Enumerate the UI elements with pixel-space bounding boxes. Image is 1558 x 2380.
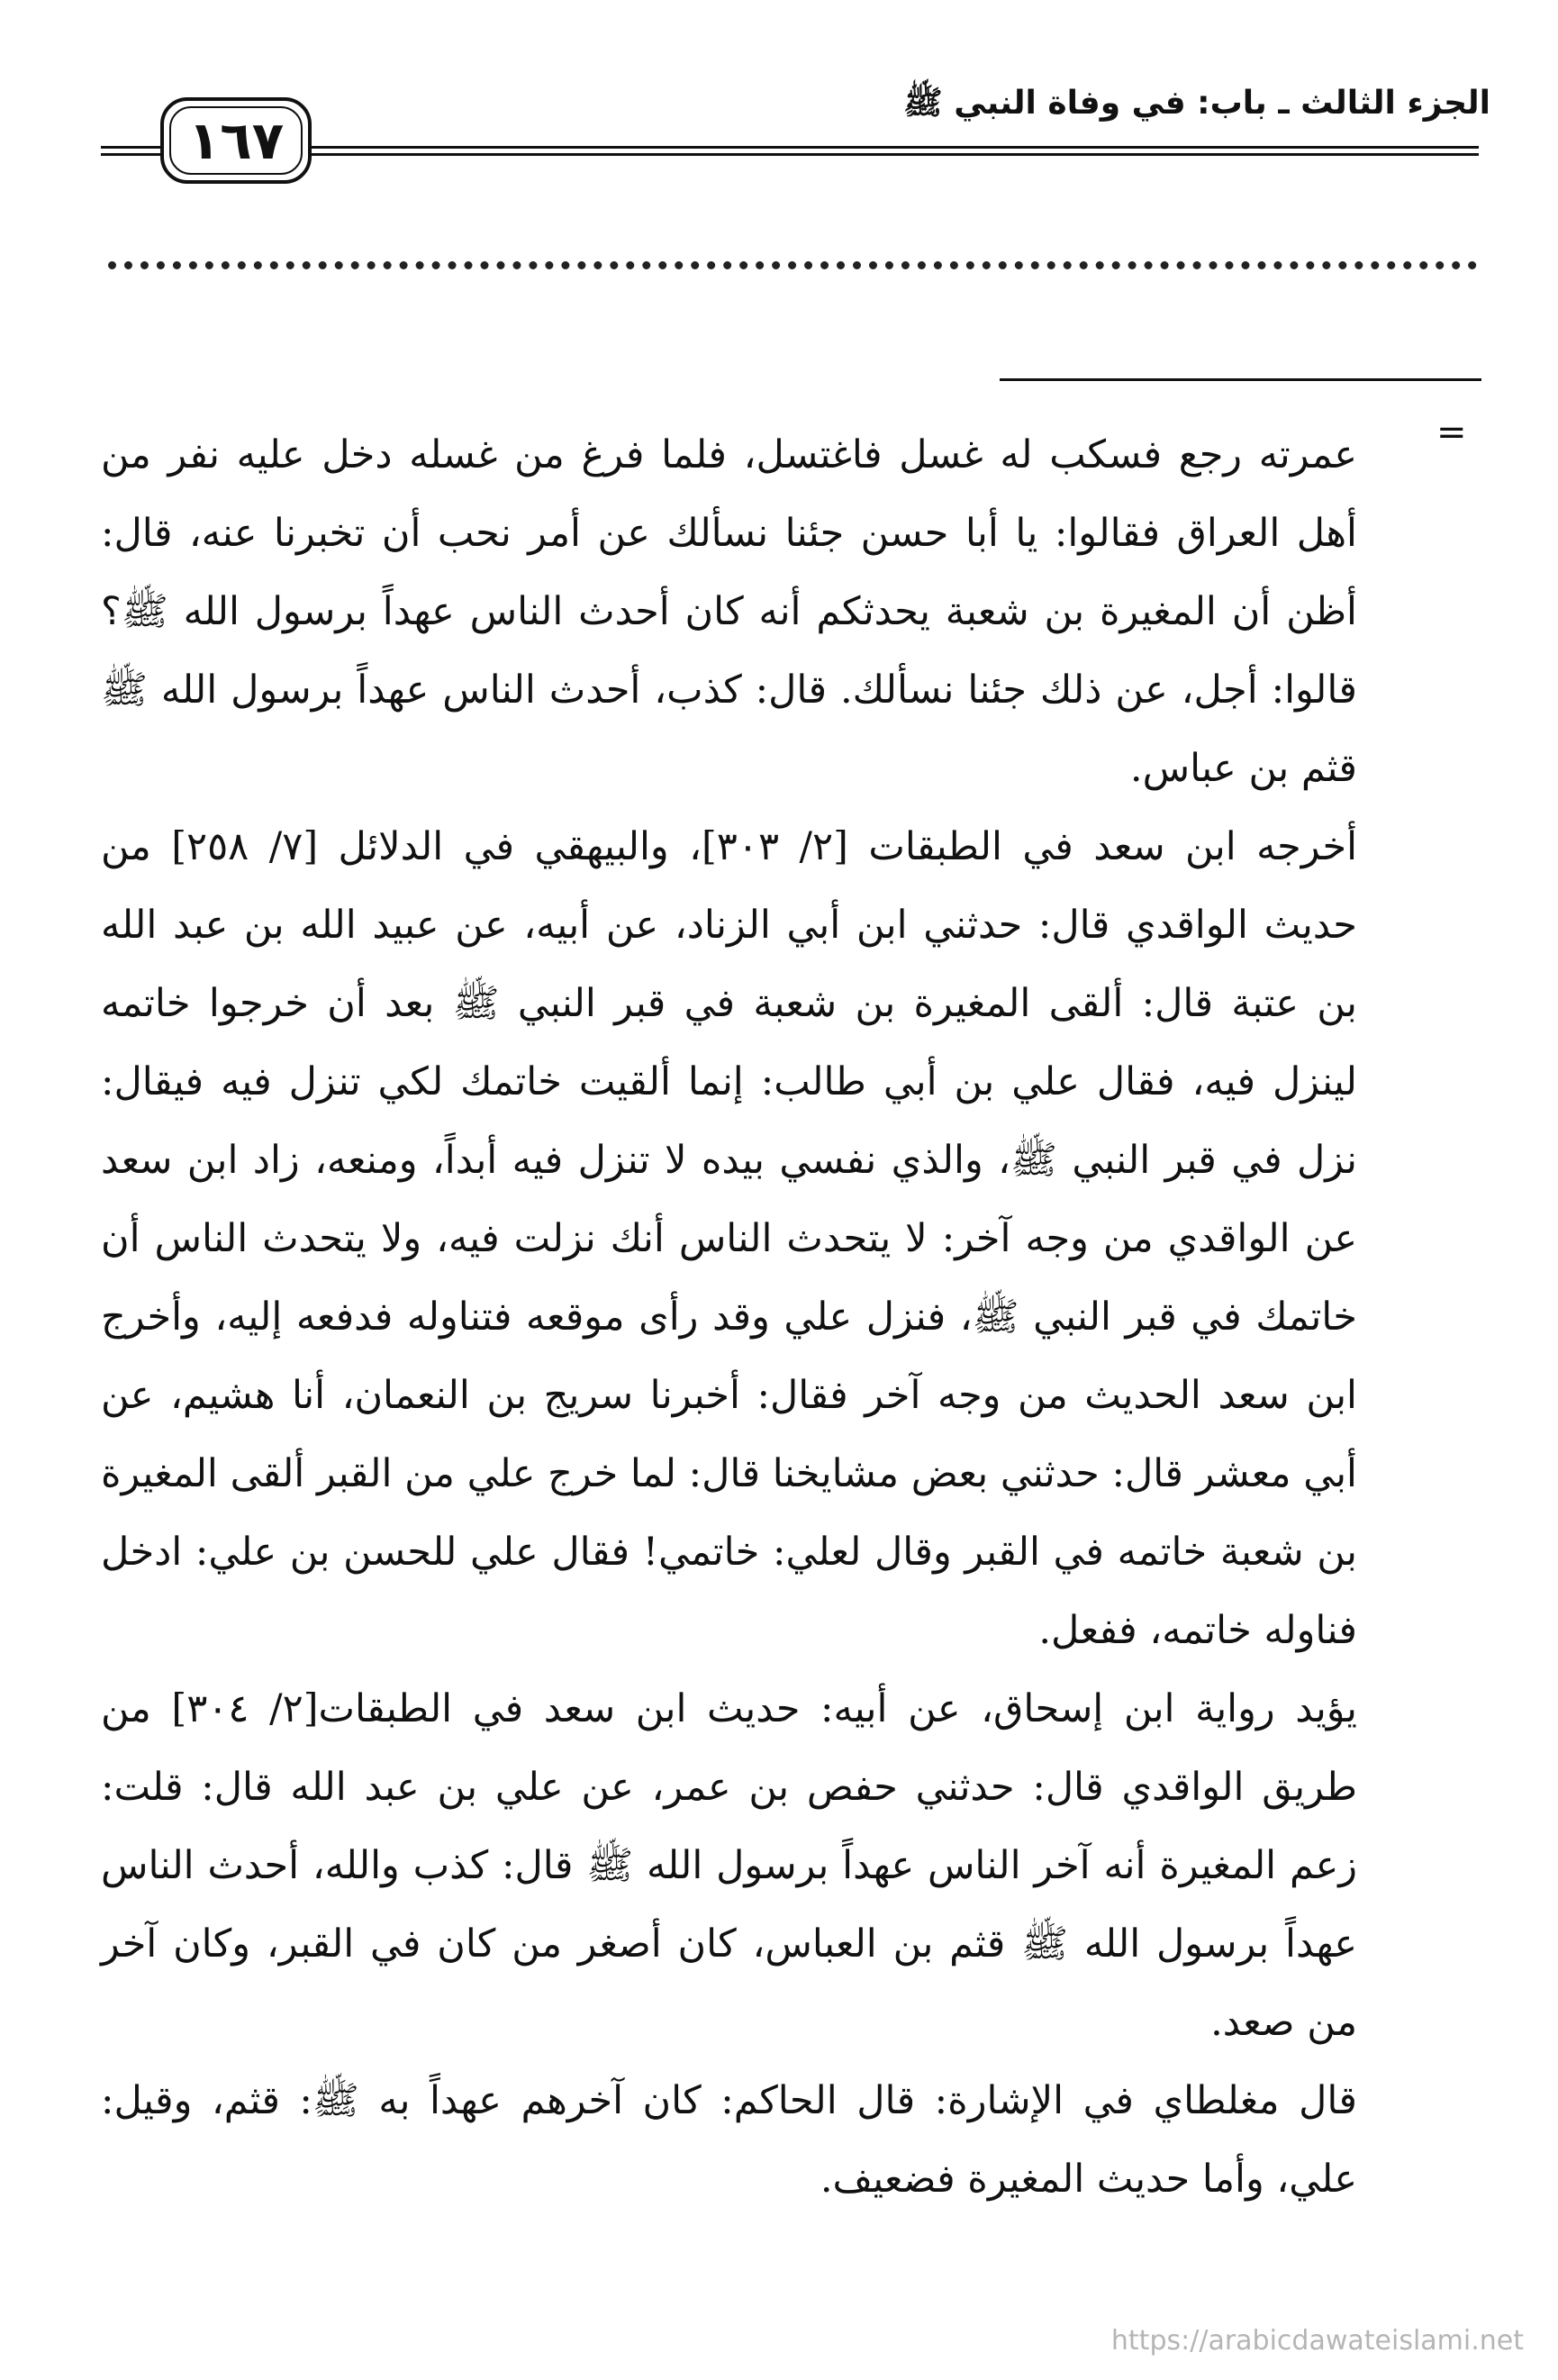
page-number-frame	[160, 97, 312, 184]
page-number: ١٦٧	[187, 110, 285, 171]
footnote-paragraph: أخرجه ابن سعد في الطبقات [٢/ ٣٠٣]، والبيهقي في الدلائل [٧/ ٢٥٨] من حديث الواقدي قال: حدثني ابن أبي الزناد، عن أبيه، عن عبيد الله بن عبد الله بن عتبة قال: ألقى المغيرة بن شعبة في قبر النبي ﷺ بعد أن خرجوا خاتمه لينزل فيه، فقال علي بن أبي طالب: إنما ألقيت خاتمك لكي تنزل فيه فيقال: نزل في قبر النبي ﷺ، والذي نفسي بيده لا تنزل فيه أبداً، ومنعه، زاد ابن سعد عن الواقدي من وجه آخر: لا يتحدث الناس أنك نزلت فيه، ولا يتحدث الناس أن خاتمك في قبر النبي ﷺ، فنزل علي وقد رأى موقعه فتناوله فدفعه إليه، وأخرج ابن سعد الحديث من وجه آخر فقال: أخبرنا سريج بن النعمان، أنا هشيم، عن أبي معشر قال: حدثني بعض مشايخنا قال: لما خرج علي من القبر ألقى المغيرة بن شعبة خاتمه في القبر وقال لعلي: خاتمي! فقال علي للحسن بن علي: ادخل فناوله خاتمه، ففعل.	[101, 824, 1358, 1653]
footnote-paragraph: قال مغلطاي في الإشارة: قال الحاكم: كان آخرهم عهداً به ﷺ: قثم، وقيل: علي، وأما حديث المغيرة فضعيف.	[101, 2078, 1357, 2202]
watermark-url: https://arabicdawateislami.net	[1110, 2325, 1524, 2357]
running-title: الجزء الثالث ـ باب: في وفاة النبي ﷺ	[903, 85, 1490, 122]
footnote-text	[101, 416, 1357, 2219]
footnote-paragraph: عمرته رجع فسكب له غسل فاغتسل، فلما فرغ من غسله دخل عليه نفر من أهل العراق فقالوا: يا أبا حسن جئنا نسألك عن أمر نحب أن تخبرنا عنه، قال: أظن أن المغيرة بن شعبة يحدثكم أنه كان أحدث الناس عهداً برسول الله ﷺ؟ قالوا: أجل، عن ذلك جئنا نسألك. قال: كذب، أحدث الناس عهداً برسول الله ﷺ قثم بن عباس.	[101, 432, 1357, 791]
page-header	[0, 0, 1558, 207]
footnote-paragraph: يؤيد رواية ابن إسحاق، عن أبيه: حديث ابن سعد في الطبقات[٢/ ٣٠٤] من طريق الواقدي قال: حدثني حفص بن عمر، عن علي بن عبد الله قال: قلت: زعم المغيرة أنه آخر الناس عهداً برسول الله ﷺ قال: كذب والله، أحدث الناس عهداً برسول الله ﷺ قثم بن العباس، كان أصغر من كان في القبر، وكان آخر من صعد.	[101, 1686, 1357, 2045]
continuation-mark: =	[1436, 412, 1467, 453]
footnote-rule	[1000, 378, 1481, 381]
dotted-separator	[108, 261, 1477, 296]
